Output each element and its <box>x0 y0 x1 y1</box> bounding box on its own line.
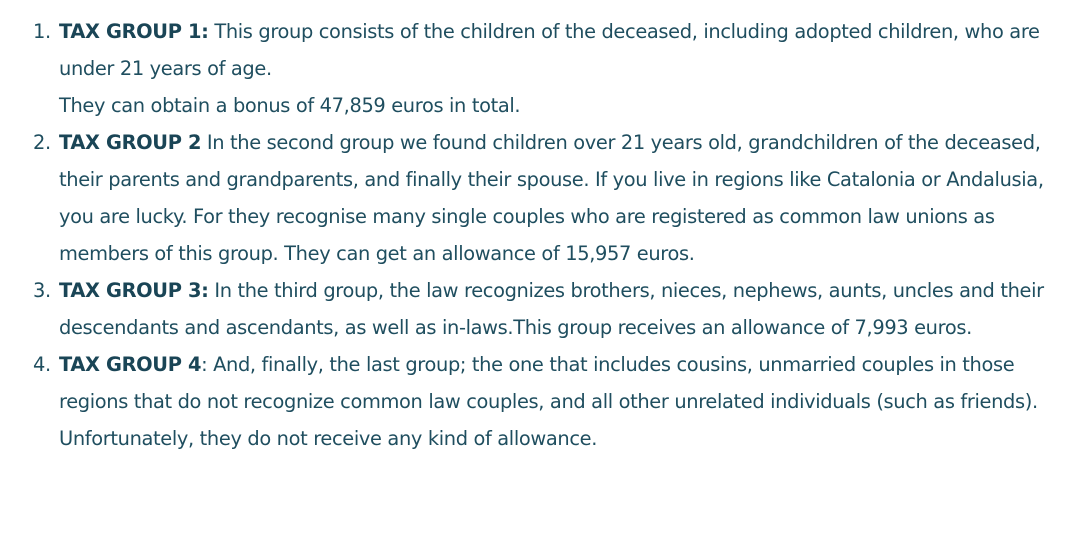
item-extra-text: They can obtain a bonus of 47,859 euros in total. <box>59 94 521 117</box>
tax-group-term: TAX GROUP 2 <box>59 131 202 154</box>
list-item-tax-group-4 <box>0 346 1080 457</box>
list-number: 4. <box>33 353 51 376</box>
list-number: 3. <box>33 279 51 302</box>
list-number: 1. <box>33 20 51 43</box>
tax-group-term: TAX GROUP 4 <box>59 353 202 376</box>
item-text: In the second group we found children over 21 years old, grandchildren of the deceased, their parents and grandparents, and finally their spouse. If you live in regions like Catalonia or Andalusia, you are lucky. For they recognise many single couples who are registered as common law unions as members of this group. They can get an allowance of 15,957 euros. <box>59 131 1044 265</box>
list-item-tax-group-2 <box>0 124 1080 272</box>
tax-group-term: TAX GROUP 1: <box>59 20 209 43</box>
item-text: : And, finally, the last group; the one that includes cousins, unmarried couples in those regions that do not recognize common law couples, and all other unrelated individuals (such as friends). Unfortunately, they do not receive any kind of allowance. <box>59 353 1038 450</box>
list-item-tax-group-1 <box>0 13 1080 124</box>
list-number: 2. <box>33 131 51 154</box>
list-item-tax-group-3 <box>0 272 1080 346</box>
tax-group-list <box>0 13 1080 457</box>
tax-group-term: TAX GROUP 3: <box>59 279 209 302</box>
item-text: In the third group, the law recognizes brothers, nieces, nephews, aunts, uncles and their descendants and ascendants, as well as in-laws.This group receives an allowance of 7,993 euros. <box>59 279 1044 339</box>
item-text: This group consists of the children of the deceased, including adopted children, who are under 21 years of age. <box>59 20 1040 80</box>
document <box>0 13 1080 534</box>
